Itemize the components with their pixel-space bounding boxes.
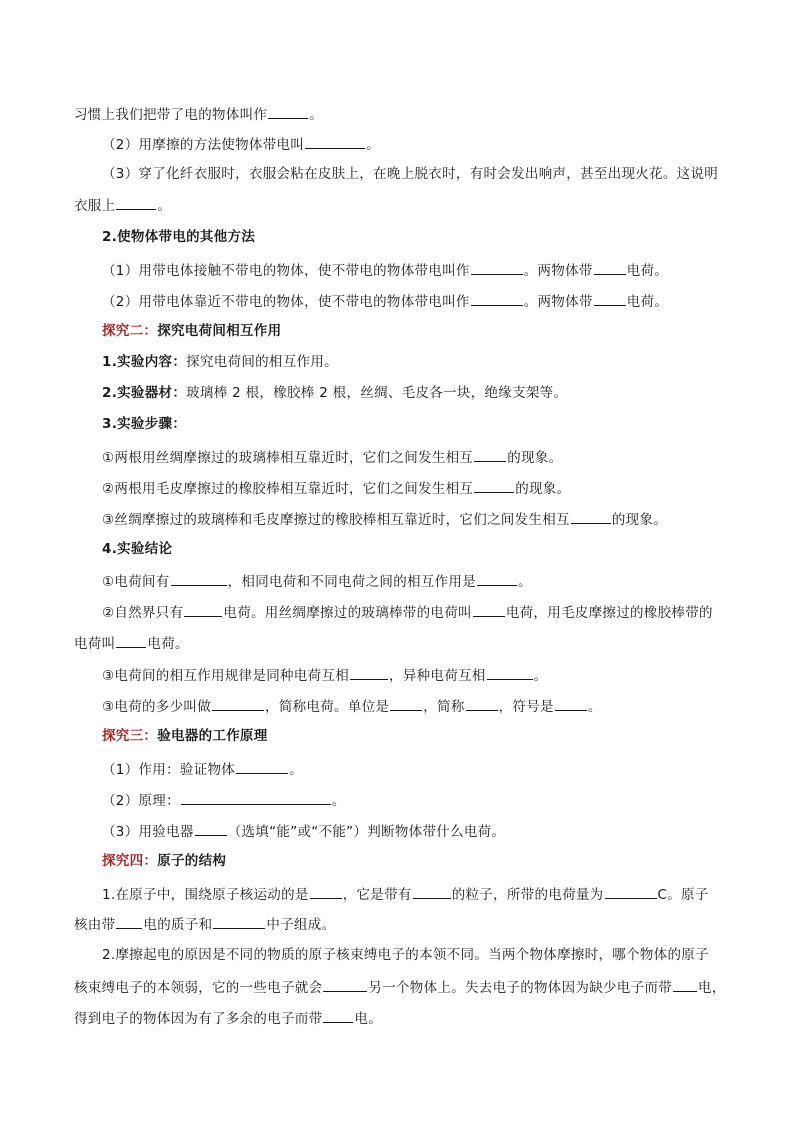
heading-text: 2.使物体带电的其他方法 bbox=[102, 229, 256, 245]
answer-blank[interactable] bbox=[487, 665, 533, 680]
answer-blank[interactable] bbox=[571, 509, 611, 524]
text-line bbox=[102, 353, 338, 371]
line-text: 电荷。用丝绸摩擦过的玻璃棒带的电荷叫 bbox=[223, 605, 472, 621]
text-line bbox=[74, 195, 171, 215]
line-text: 电荷叫 bbox=[74, 636, 116, 652]
heading-text: 4.实验结论 bbox=[102, 541, 173, 557]
answer-blank[interactable] bbox=[474, 478, 514, 493]
text-line bbox=[102, 134, 380, 154]
line-text: 。 bbox=[309, 107, 324, 123]
section-label: 探究三： bbox=[102, 728, 158, 744]
line-text: ①两根用丝绸摩擦过的玻璃棒相互靠近时，它们之间发生相互 bbox=[102, 450, 474, 466]
answer-blank[interactable] bbox=[477, 571, 517, 586]
text-line bbox=[102, 759, 303, 779]
item-label: 2.实验器材： bbox=[102, 385, 187, 401]
text-line bbox=[102, 384, 567, 402]
line-text: 玻璃棒 2 根，橡胶棒 2 根，丝绸、毛皮各一块，绝缘支架等。 bbox=[186, 385, 568, 401]
answer-blank[interactable] bbox=[236, 759, 288, 774]
line-text: 电的质子和 bbox=[143, 917, 213, 933]
line-text: 中子组成。 bbox=[266, 917, 336, 933]
text-line bbox=[74, 914, 335, 934]
line-text: 。两物体带 bbox=[523, 294, 593, 310]
line-text: 另一个物体上。失去电子的物体因为缺少电子而带 bbox=[368, 980, 673, 996]
text-line bbox=[102, 884, 709, 904]
text-line bbox=[102, 478, 570, 498]
answer-blank[interactable] bbox=[212, 696, 264, 711]
line-text: 电荷，用毛皮摩擦过的橡胶棒带的 bbox=[505, 605, 713, 621]
section-heading bbox=[102, 228, 255, 246]
heading-text: 原子的结构 bbox=[157, 853, 227, 869]
line-text: 。 bbox=[518, 574, 532, 590]
line-text: 核束缚电子的本领弱，它的一些电子就会 bbox=[74, 980, 323, 996]
answer-blank[interactable] bbox=[181, 790, 331, 805]
text-line bbox=[74, 1008, 382, 1028]
answer-blank[interactable] bbox=[471, 291, 523, 306]
text-line bbox=[74, 977, 726, 997]
line-text: （选填“能”或“不能”）判断物体带什么电荷。 bbox=[227, 824, 506, 840]
line-text: 的粒子，所带的电荷量为 bbox=[451, 887, 604, 903]
line-text: （2）用带电体靠近不带电的物体，使不带电的物体带电叫作 bbox=[102, 294, 470, 310]
answer-blank[interactable] bbox=[195, 821, 227, 836]
text-line bbox=[102, 509, 667, 529]
line-text: 核由带 bbox=[74, 917, 116, 933]
answer-blank[interactable] bbox=[268, 104, 308, 119]
line-text: （2）用摩擦的方法使物体带电叫 bbox=[102, 137, 305, 153]
answer-blank[interactable] bbox=[555, 696, 587, 711]
section-heading bbox=[102, 852, 226, 870]
line-text: 电荷。 bbox=[626, 294, 669, 310]
line-text: ，相同电荷和不同电荷之间的相互作用是 bbox=[227, 574, 477, 590]
answer-blank[interactable] bbox=[350, 665, 388, 680]
line-text: ，符号是 bbox=[498, 699, 554, 715]
section-heading bbox=[102, 322, 281, 340]
text-line bbox=[102, 291, 668, 311]
answer-blank[interactable] bbox=[323, 977, 367, 992]
line-text: 电。 bbox=[354, 1011, 383, 1027]
answer-blank[interactable] bbox=[473, 602, 505, 617]
item-label: 1.实验内容： bbox=[102, 354, 187, 370]
line-text: （1）作用：验证物体 bbox=[102, 762, 236, 778]
answer-blank[interactable] bbox=[116, 195, 156, 210]
text-line bbox=[102, 415, 186, 433]
section-heading bbox=[102, 727, 268, 745]
line-text: ③电荷间的相互作用规律是同种电荷互相 bbox=[102, 668, 350, 684]
section-label: 探究二： bbox=[102, 323, 158, 339]
line-text: 。 bbox=[533, 668, 548, 684]
line-text: 。 bbox=[289, 762, 303, 778]
answer-blank[interactable] bbox=[184, 602, 222, 617]
text-line bbox=[74, 633, 189, 653]
answer-blank[interactable] bbox=[466, 696, 498, 711]
line-text: 。 bbox=[157, 198, 172, 214]
answer-blank[interactable] bbox=[413, 884, 451, 899]
line-text: ，它是带有 bbox=[342, 887, 412, 903]
section-label: 探究四： bbox=[102, 853, 158, 869]
answer-blank[interactable] bbox=[116, 633, 146, 648]
section-heading bbox=[102, 540, 172, 558]
line-text: ②自然界只有 bbox=[102, 605, 184, 621]
line-text: ，简称 bbox=[423, 699, 465, 715]
text-line bbox=[102, 571, 532, 591]
line-text: ，异种电荷互相 bbox=[389, 668, 486, 684]
line-text: 的现象。 bbox=[515, 481, 571, 497]
line-text: 的现象。 bbox=[611, 512, 668, 528]
line-text: 2.摩擦起电的原因是不同的物质的原子核束缚电子的本领不同。当两个物体摩擦时，哪个物体的原子 bbox=[102, 947, 709, 963]
text-line bbox=[102, 260, 668, 280]
text-line bbox=[102, 790, 346, 810]
line-text: 。 bbox=[587, 699, 602, 715]
line-text: 衣服上 bbox=[74, 198, 116, 214]
text-line bbox=[102, 821, 505, 841]
line-text: 得到电子的物体因为有了多余的电子而带 bbox=[74, 1011, 323, 1027]
line-text: 电荷。 bbox=[626, 263, 669, 279]
text-line bbox=[102, 946, 709, 964]
line-text: 。两物体带 bbox=[523, 263, 593, 279]
line-text: （3）穿了化纤衣服时，衣服会粘在皮肤上，在晚上脱衣时，有时会发出响声，甚至出现火花。这说明 bbox=[102, 166, 719, 182]
text-line bbox=[102, 665, 547, 685]
answer-blank[interactable] bbox=[594, 260, 626, 275]
item-label: 3.实验步骤： bbox=[102, 416, 187, 432]
line-text: 1.在原子中，围绕原子核运动的是 bbox=[102, 887, 309, 903]
text-line bbox=[102, 165, 718, 183]
text-line bbox=[102, 602, 713, 622]
answer-blank[interactable] bbox=[213, 914, 265, 929]
line-text: 习惯上我们把带了电的物体叫作 bbox=[74, 107, 268, 123]
answer-blank[interactable] bbox=[673, 977, 697, 992]
answer-blank[interactable] bbox=[323, 1008, 353, 1023]
line-text: ①电荷间有 bbox=[102, 574, 170, 590]
line-text: （3）用验电器 bbox=[102, 824, 194, 840]
heading-text: 探究电荷间相互作用 bbox=[157, 323, 282, 339]
answer-blank[interactable] bbox=[116, 914, 142, 929]
line-text: C。原子 bbox=[657, 887, 709, 903]
line-text: 探究电荷间的相互作用。 bbox=[186, 354, 338, 370]
line-text: ②两根用毛皮摩擦过的橡胶棒相互靠近时，它们之间发生相互 bbox=[102, 481, 474, 497]
line-text: 电荷。 bbox=[147, 636, 189, 652]
line-text: 。 bbox=[366, 137, 380, 153]
text-line bbox=[102, 447, 562, 467]
answer-blank[interactable] bbox=[390, 696, 422, 711]
line-text: （1）用带电体接触不带电的物体，使不带电的物体带电叫作 bbox=[102, 263, 470, 279]
answer-blank[interactable] bbox=[471, 260, 523, 275]
answer-blank[interactable] bbox=[594, 291, 626, 306]
line-text: 的现象。 bbox=[507, 450, 563, 466]
text-line bbox=[102, 696, 602, 716]
answer-blank[interactable] bbox=[474, 447, 506, 462]
line-text: ，简称电荷。单位是 bbox=[265, 699, 390, 715]
answer-blank[interactable] bbox=[171, 571, 227, 586]
answer-blank[interactable] bbox=[605, 884, 657, 899]
heading-text: 验电器的工作原理 bbox=[157, 728, 268, 744]
line-text: 电， bbox=[698, 980, 726, 996]
line-text: ③电荷的多少叫做 bbox=[102, 699, 212, 715]
line-text: ③丝绸摩擦过的玻璃棒和毛皮摩擦过的橡胶棒相互靠近时，它们之间发生相互 bbox=[102, 512, 570, 528]
answer-blank[interactable] bbox=[305, 134, 365, 149]
line-text: （2）原理： bbox=[102, 793, 180, 809]
text-line bbox=[74, 104, 323, 124]
answer-blank[interactable] bbox=[310, 884, 342, 899]
line-text: 。 bbox=[331, 793, 346, 809]
